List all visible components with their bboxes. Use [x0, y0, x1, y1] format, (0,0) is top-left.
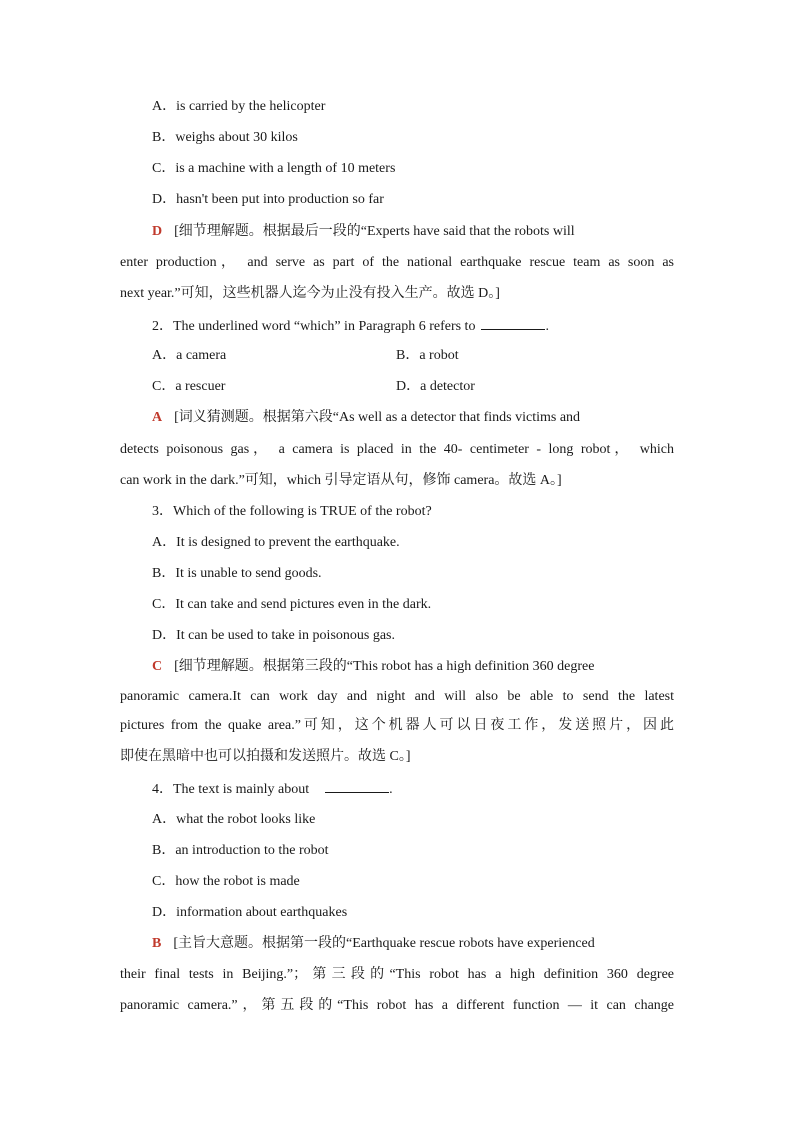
q3-answer: C — [152, 659, 163, 674]
q4-answer: B — [152, 936, 162, 951]
q2-option-a: A．a camera — [152, 348, 227, 363]
q1-option-d: D．hasn't been put into production so far — [152, 192, 384, 207]
q4-option-b: B．an introduction to the robot — [152, 843, 329, 858]
q3-option-b: B．It is unable to send goods. — [152, 566, 322, 581]
q1-explanation-line-3: next year.”可知，这些机器人迄今为止没有投入生产。故选 D。] — [120, 286, 500, 301]
q4-stem: 4．The text is mainly about . — [152, 778, 393, 800]
q2-option-b: B．a robot — [396, 348, 459, 363]
q3-stem: 3．Which of the following is TRUE of the robot? — [152, 504, 432, 519]
q2-option-c: C．a rescuer — [152, 379, 226, 394]
q2-option-d: D．a detector — [396, 379, 475, 394]
q3-explanation-line-3: pictures from the quake area.”可知，这个机器人可以日夜工作，发送照片，因此 — [120, 718, 674, 733]
q4-explanation-line-1: B [主旨大意题。根据第一段的“Earthquake rescue robots have experienced — [152, 936, 595, 951]
q4-explanation-line-2: their final tests in Beijing.”；第三段的“This robot has a high definition 360 degree — [120, 967, 674, 982]
q1-answer: D — [152, 224, 163, 239]
q4-option-a: A．what the robot looks like — [152, 812, 316, 827]
q2-explanation-line-3: can work in the dark.”可知，which 引导定语从句，修饰 camera。故选 A。] — [120, 473, 562, 488]
q4-explanation-line-3: panoramic camera.”，第五段的“This robot has a different function — it can change — [120, 998, 674, 1013]
q2-stem: 2．The underlined word “which” in Paragraph 6 refers to . — [152, 315, 549, 337]
q1-explanation-line-1: D [细节理解题。根据最后一段的“Experts have said that the robots will — [152, 224, 575, 239]
q4-option-c: C．how the robot is made — [152, 874, 300, 889]
q3-option-a: A．It is designed to prevent the earthquake. — [152, 535, 400, 550]
q3-explanation-line-2: panoramic camera.It can work day and night and will also be able to send the latest — [120, 689, 674, 704]
q1-option-c: C．is a machine with a length of 10 meters — [152, 161, 396, 176]
q4-option-d: D．information about earthquakes — [152, 905, 348, 920]
q3-option-d: D．It can be used to take in poisonous gas. — [152, 628, 396, 643]
q3-explanation-line-1: C [细节理解题。根据第三段的“This robot has a high definition 360 degree — [152, 659, 595, 674]
q2-answer: A — [152, 410, 163, 425]
answer-blank — [325, 778, 389, 793]
q3-option-c: C．It can take and send pictures even in the dark. — [152, 597, 432, 612]
q2-explanation-line-1: A [词义猜测题。根据第六段“As well as a detector that finds victims and — [152, 410, 581, 425]
q1-explanation-line-2: enter production， and serve as part of the national earthquake rescue team as soon as — [120, 255, 674, 270]
q2-explanation-line-2: detects poisonous gas， a camera is placed in the 40- centimeter - long robot， which — [120, 442, 674, 457]
q3-explanation-line-4: 即使在黑暗中也可以拍摄和发送照片。故选 C。] — [120, 749, 411, 764]
q1-option-b: B．weighs about 30 kilos — [152, 130, 298, 145]
q1-option-a: A．is carried by the helicopter — [152, 99, 326, 114]
answer-blank — [481, 315, 545, 330]
